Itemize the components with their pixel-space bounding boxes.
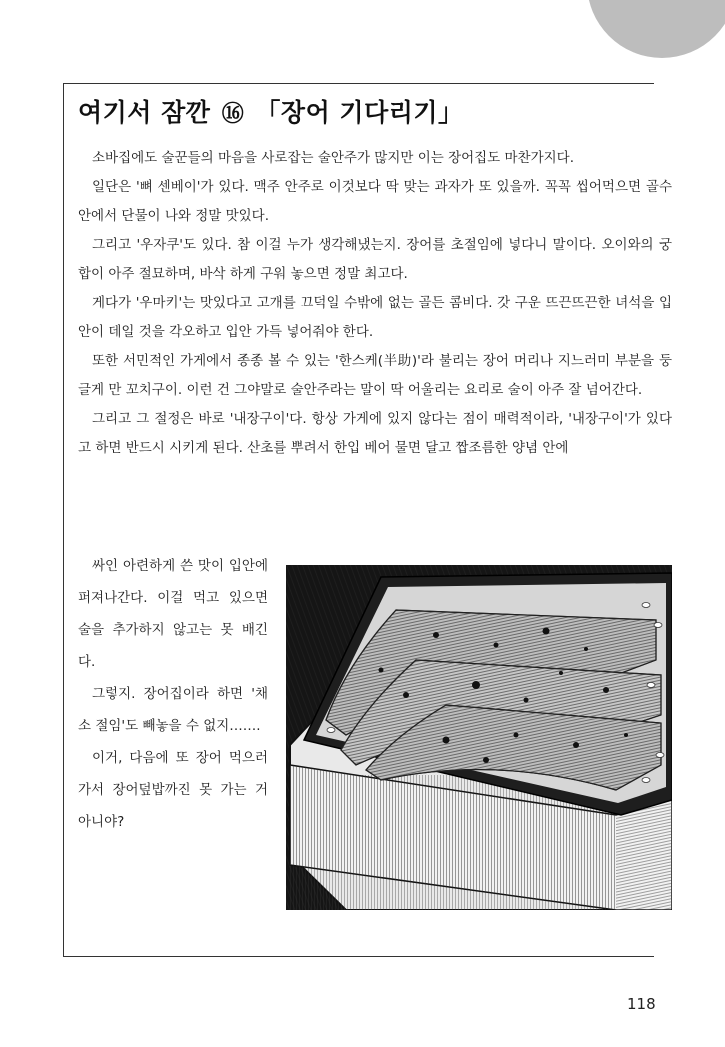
paragraph: 소바집에도 술꾼들의 마음을 사로잡는 술안주가 많지만 이는 장어집도 마찬가지다. [92,150,575,166]
paragraph: 그리고 그 절정은 바로 '내장구이'다. 항상 가게에 있지 않다는 점이 매력적이라, '내장구이'가 있다고 하면 반드시 시키게 된다. 산초를 뿌려서 한입 베어 물면 달고 짭조름한 양념 안에 [78,411,672,456]
paragraph: 또한 서민적인 가게에서 종종 볼 수 있는 '한스케(半助)'라 불리는 장어 머리나 지느러미 부분을 둥글게 만 꼬치구이. 이런 건 그야말로 술안주라는 말이 딱 어울리는 요리로 술이 아주 잘 넘어간다. [78,353,672,398]
side-paragraph: 싸인 아련하게 쓴 맛이 입안에 퍼져나간다. 이걸 먹고 있으면 술을 추가하지 않고는 못 배긴다. [78,558,268,670]
paragraph: 일단은 '뼈 센베이'가 있다. 맥주 안주로 이것보다 딱 맞는 과자가 또 있을까. 꼭꼭 씹어먹으면 골수 안에서 단물이 나와 정말 맛있다. [78,179,672,224]
title-number: ⑯ [221,102,245,127]
title-sub: 「장어 기다리기」 [255,98,464,127]
unagi-box-illustration [286,565,672,910]
side-paragraph: 그렇지. 장어집이라 하면 '채소 절임'도 빼놓을 수 없지……. [78,686,268,734]
paragraph: 그리고 '우자쿠'도 있다. 참 이걸 누가 생각해냈는지. 장어를 초절임에 넣다니 말이다. 오이와의 궁합이 아주 절묘하며, 바삭 하게 구워 놓으면 정말 최고다. [78,237,672,282]
body-text [78,144,672,463]
title-main: 여기서 잠깐 [78,98,211,127]
corner-tab [587,0,725,58]
side-text [78,550,268,838]
side-paragraph: 이거, 다음에 또 장어 먹으러 가서 장어덮밥까진 못 가는 거 아니야? [78,750,268,830]
section-title [78,93,464,129]
page-number: 118 [627,995,656,1013]
paragraph: 게다가 '우마키'는 맛있다고 고개를 끄덕일 수밖에 없는 골든 콤비다. 갓 구운 뜨끈뜨끈한 녀석을 입안이 데일 것을 각오하고 입안 가득 넣어줘야 한다. [78,295,672,340]
eel-fillets [326,610,661,790]
